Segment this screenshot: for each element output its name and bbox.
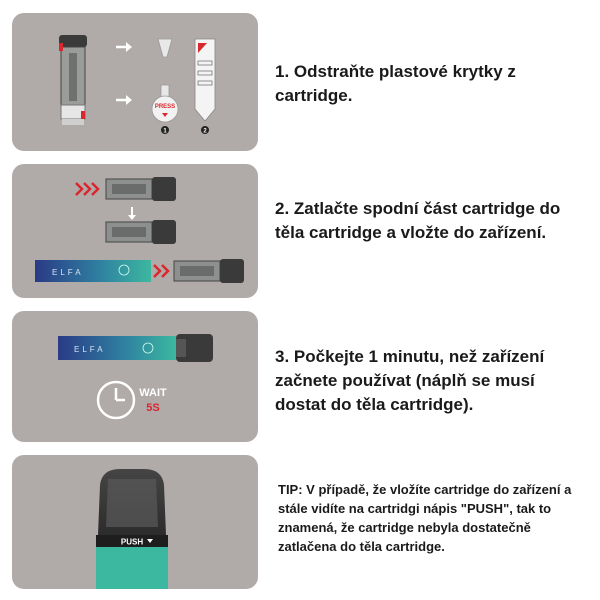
cartridge-closeup xyxy=(96,469,168,589)
step-2-illustration-panel xyxy=(12,164,258,298)
step-1-text: 1. Odstraňte plastové krytky z cartridge. xyxy=(275,62,516,105)
arrow-down-icon xyxy=(128,207,136,220)
push-label: PUSH xyxy=(120,537,144,547)
marker-1: 1 xyxy=(163,128,167,135)
device-brand-label: ELFA xyxy=(52,268,84,277)
double-chevron-right-icon xyxy=(76,183,98,195)
elfa-device xyxy=(58,334,213,362)
step-1-illustration xyxy=(12,13,258,151)
cartridge-insert xyxy=(174,259,244,283)
cartridge-middle xyxy=(106,220,176,244)
tall-cap xyxy=(195,39,215,121)
marker-2: 2 xyxy=(203,128,207,135)
tip-illustration-panel xyxy=(12,455,258,589)
step-1-illustration-panel xyxy=(12,13,258,151)
tip-text: TIP: V případě, že vložíte cartridge do zařízení a stále vidíte na cartridgi nápis "PUSH", tak to znamená, že cartridge nebyla dostatečně zatlačena do těla cartridge. xyxy=(278,482,572,554)
step-3-illustration-panel xyxy=(12,311,258,442)
clock-icon xyxy=(98,382,134,418)
cartridge-with-caps xyxy=(59,35,87,125)
cartridge-top xyxy=(106,177,176,201)
top-cap xyxy=(158,39,172,57)
elfa-device xyxy=(35,260,151,282)
double-chevron-right-icon xyxy=(154,265,168,277)
step-2-illustration xyxy=(12,164,258,298)
step-2-text: 2. Zatlačte spodní část cartridge do těla cartridge a vložte do zařízení. xyxy=(275,199,561,242)
press-cap xyxy=(152,85,178,122)
wait-label: WAIT xyxy=(139,387,167,399)
step-3-text: 3. Počkejte 1 minutu, než zařízení začnete používat (náplň se musí dostat do těla cartridge). xyxy=(275,347,545,414)
step-3-illustration xyxy=(12,311,258,442)
arrow-right-icon xyxy=(116,42,132,52)
wait-time: 5S xyxy=(146,402,160,414)
tip-illustration xyxy=(12,455,258,589)
press-label: PRESS xyxy=(154,104,176,110)
arrow-right-icon xyxy=(116,95,132,105)
device-brand-label: ELFA xyxy=(74,345,106,354)
